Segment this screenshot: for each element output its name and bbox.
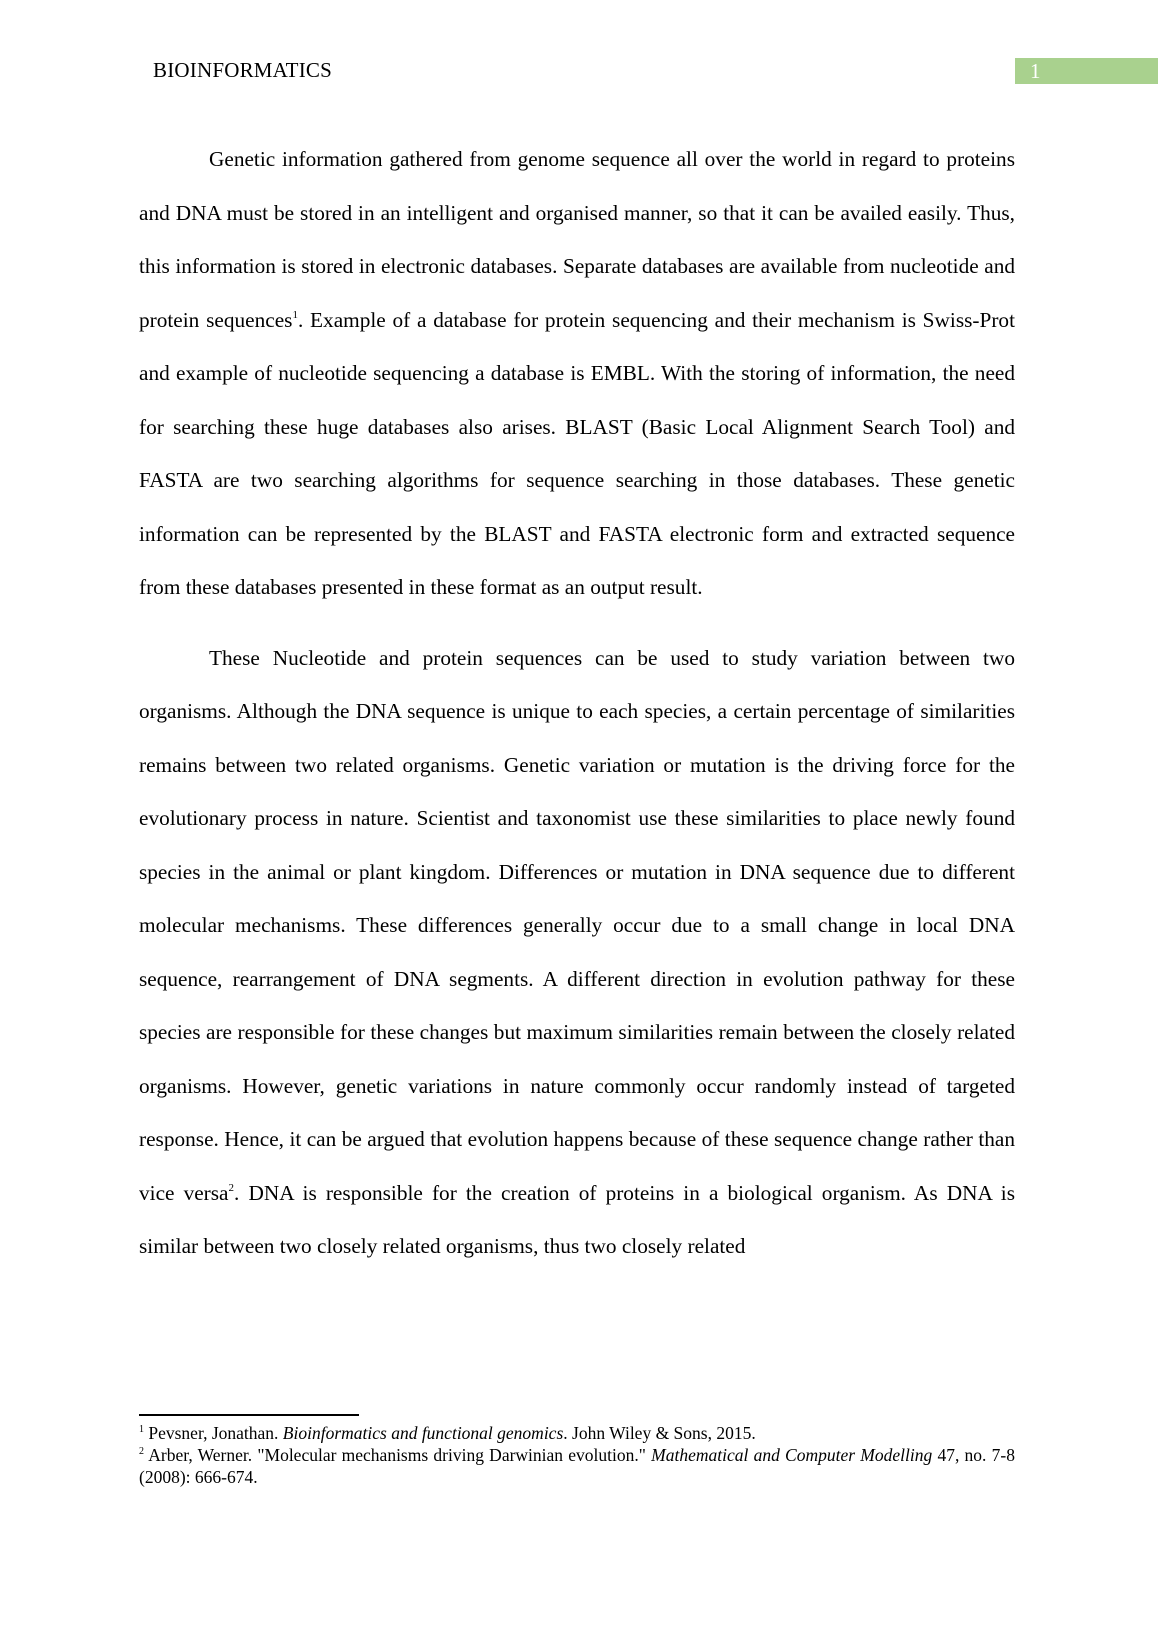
paragraph-2-text-a: These Nucleotide and protein sequences can be used to study variation between two organisms. Although the DNA sequence is unique to each species, a certain percentage of similarities remains between two related organisms. Genetic variation or mutation is the driving force for the evolutionary process in nature. Scientist and taxonomist use these similarities to place newly found species in the animal or plant kingdom. Differences or mutation in DNA sequence due to different molecular mechanisms. These differences generally occur due to a small change in local DNA sequence, rearrangement of DNA segments. A different direction in evolution pathway for these species are responsible for these changes but maximum similarities remain between the closely related organisms. However, genetic variations in nature commonly occur randomly instead of targeted response. Hence, it can be argued that evolution happens because of these sequence change rather than vice versa xyxy=(139,645,1015,1205)
footnote-2-post: 47, no. 7-8 (2008): 666-674. xyxy=(139,1445,1015,1487)
paragraph-2 xyxy=(139,632,1015,1274)
paragraph-1-text-b: . Example of a database for protein sequencing and their mechanism is Swiss-Prot and example of nucleotide sequencing a database is EMBL. With the storing of information, the need for searching these huge databases also arises. BLAST (Basic Local Alignment Search Tool) and FASTA are two searching algorithms for sequence searching in those databases. These genetic information can be represented by the BLAST and FASTA electronic form and extracted sequence from these databases presented in these format as an output result. xyxy=(139,307,1015,599)
footnote-2-journal: Mathematical and Computer Modelling xyxy=(651,1445,933,1465)
footnotes xyxy=(139,1422,1015,1488)
footnote-2-marker: 2 xyxy=(139,1446,144,1457)
footnote-2 xyxy=(139,1444,1015,1488)
footnote-1-pre: Pevsner, Jonathan. xyxy=(144,1423,283,1443)
footnote-1-title: Bioinformatics and functional genomics xyxy=(282,1423,564,1443)
footnote-ref-1[interactable]: 1 xyxy=(292,308,298,321)
running-head: BIOINFORMATICS xyxy=(153,58,332,82)
paragraph-1-text-a: Genetic information gathered from genome sequence all over the world in regard to proteins and DNA must be stored in an intelligent and organised manner, so that it can be availed easily. Thus, this information is stored in electronic databases. Separate databases are available from nucleotide and protein sequences xyxy=(139,147,1015,332)
paragraph-2-text-b: . DNA is responsible for the creation of proteins in a biological organism. As DNA is similar between two closely related organisms, thus two closely related xyxy=(139,1180,1015,1258)
footnote-1 xyxy=(139,1422,1015,1444)
document-body xyxy=(139,133,1015,1274)
page-number: 1 xyxy=(1030,59,1041,83)
footnote-separator xyxy=(139,1414,359,1416)
footnote-1-marker: 1 xyxy=(139,1424,144,1435)
footnote-2-pre: Arber, Werner. "Molecular mechanisms driving Darwinian evolution." xyxy=(144,1445,652,1465)
footnote-1-post: . John Wiley & Sons, 2015. xyxy=(563,1423,756,1443)
footnote-ref-2[interactable]: 2 xyxy=(228,1181,235,1194)
paragraph-1 xyxy=(139,133,1015,615)
